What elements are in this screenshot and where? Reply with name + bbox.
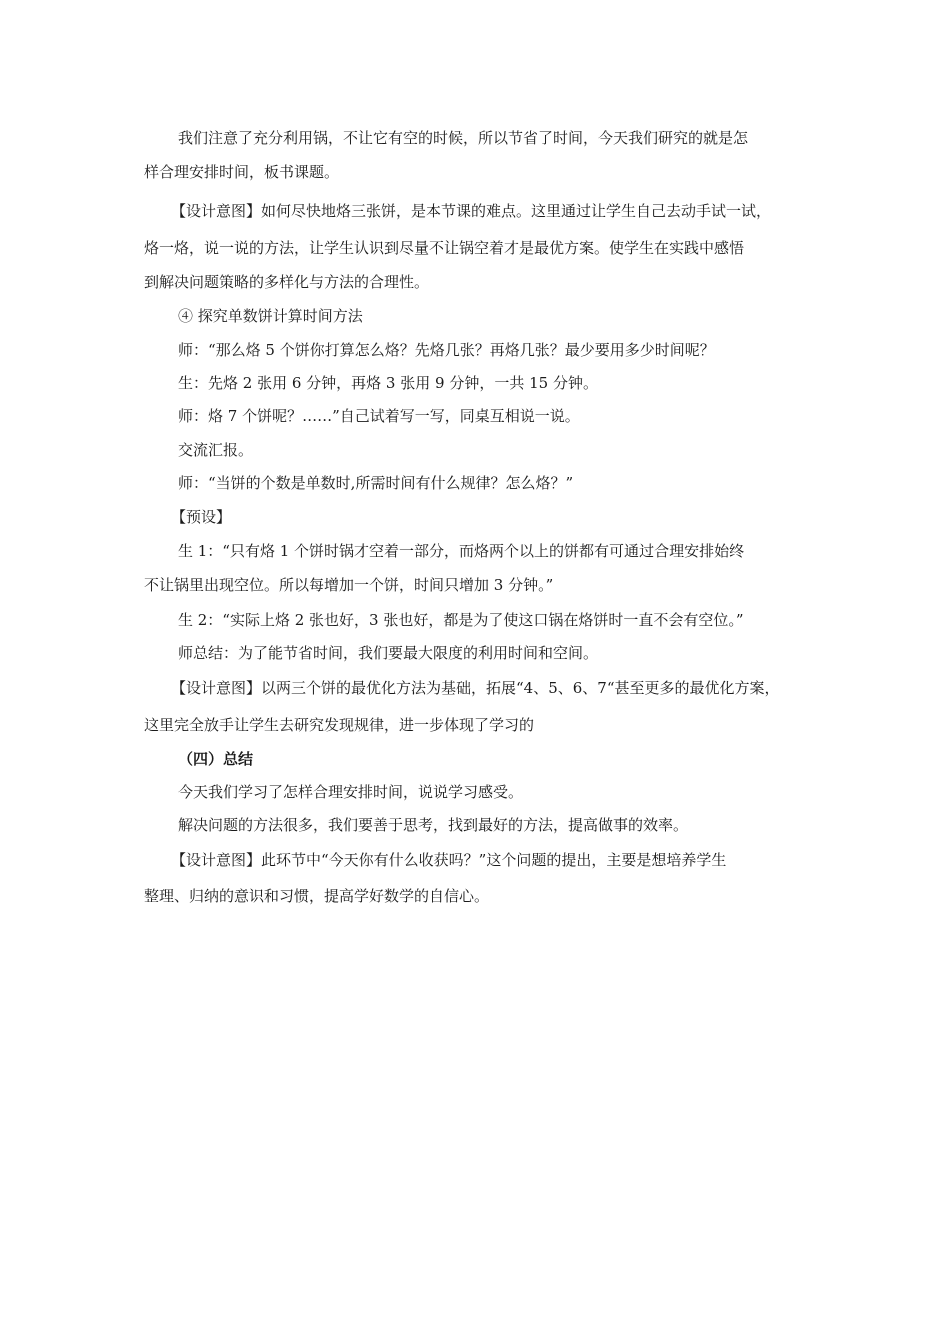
paragraph-line: 解决问题的方法很多，我们要善于思考，找到最好的方法，提高做事的效率。 (178, 816, 689, 834)
paragraph-line: 师：“那么烙 5 个饼你打算怎么烙？先烙几张？再烙几张？最少要用多少时间呢？ (178, 341, 715, 359)
section-heading: ④ 探究单数饼计算时间方法 (178, 307, 363, 325)
paragraph-line: 交流汇报。 (178, 441, 254, 459)
paragraph-line: 【设计意图】此环节中“今天你有什么收获吗？”这个问题的提出，主要是想培养学生 (171, 851, 727, 869)
paragraph-line: 这里完全放手让学生去研究发现规律，进一步体现了学习的 (144, 716, 535, 734)
paragraph-line: 样合理安排时间，板书课题。 (144, 163, 340, 181)
paragraph-line: 师总结：为了能节省时间，我们要最大限度的利用时间和空间。 (178, 644, 599, 662)
paragraph-line: 生：先烙 2 张用 6 分钟，再烙 3 张用 9 分钟，一共 15 分钟。 (178, 374, 598, 392)
paragraph-line: 生 2：“实际上烙 2 张也好，3 张也好，都是为了使这口锅在烙饼时一直不会有空位。” (178, 611, 744, 629)
section-heading: （四）总结 (178, 750, 254, 768)
paragraph-line: 生 1：“只有烙 1 个饼时锅才空着一部分，而烙两个以上的饼都有可通过合理安排始终 (178, 542, 745, 560)
paragraph-line: 师：“当饼的个数是单数时,所需时间有什么规律？怎么烙？” (178, 474, 574, 492)
paragraph-line: 到解决问题策略的多样化与方法的合理性。 (144, 273, 430, 291)
paragraph-line: 整理、归纳的意识和习惯，提高学好数学的自信心。 (144, 887, 490, 905)
paragraph-line: 【设计意图】以两三个饼的最优化方法为基础，拓展“4、5、6、7“甚至更多的最优化方案， (171, 679, 780, 697)
paragraph-line: 不让锅里出现空位。所以每增加一个饼，时间只增加 3 分钟。” (144, 576, 554, 594)
paragraph-line: 【预设】 (171, 508, 232, 526)
paragraph-line: 【设计意图】如何尽快地烙三张饼，是本节课的难点。这里通过让学生自己去动手试一试， (171, 202, 772, 220)
paragraph-line: 烙一烙，说一说的方法，让学生认识到尽量不让锅空着才是最优方案。使学生在实践中感悟 (144, 239, 745, 257)
paragraph-line: 师：烙 7 个饼呢？……”自己试着写一写，同桌互相说一说。 (178, 407, 580, 425)
paragraph-line: 我们注意了充分利用锅，不让它有空的时候，所以节省了时间，今天我们研究的就是怎 (178, 129, 749, 147)
paragraph-line: 今天我们学习了怎样合理安排时间，说说学习感受。 (178, 783, 524, 801)
